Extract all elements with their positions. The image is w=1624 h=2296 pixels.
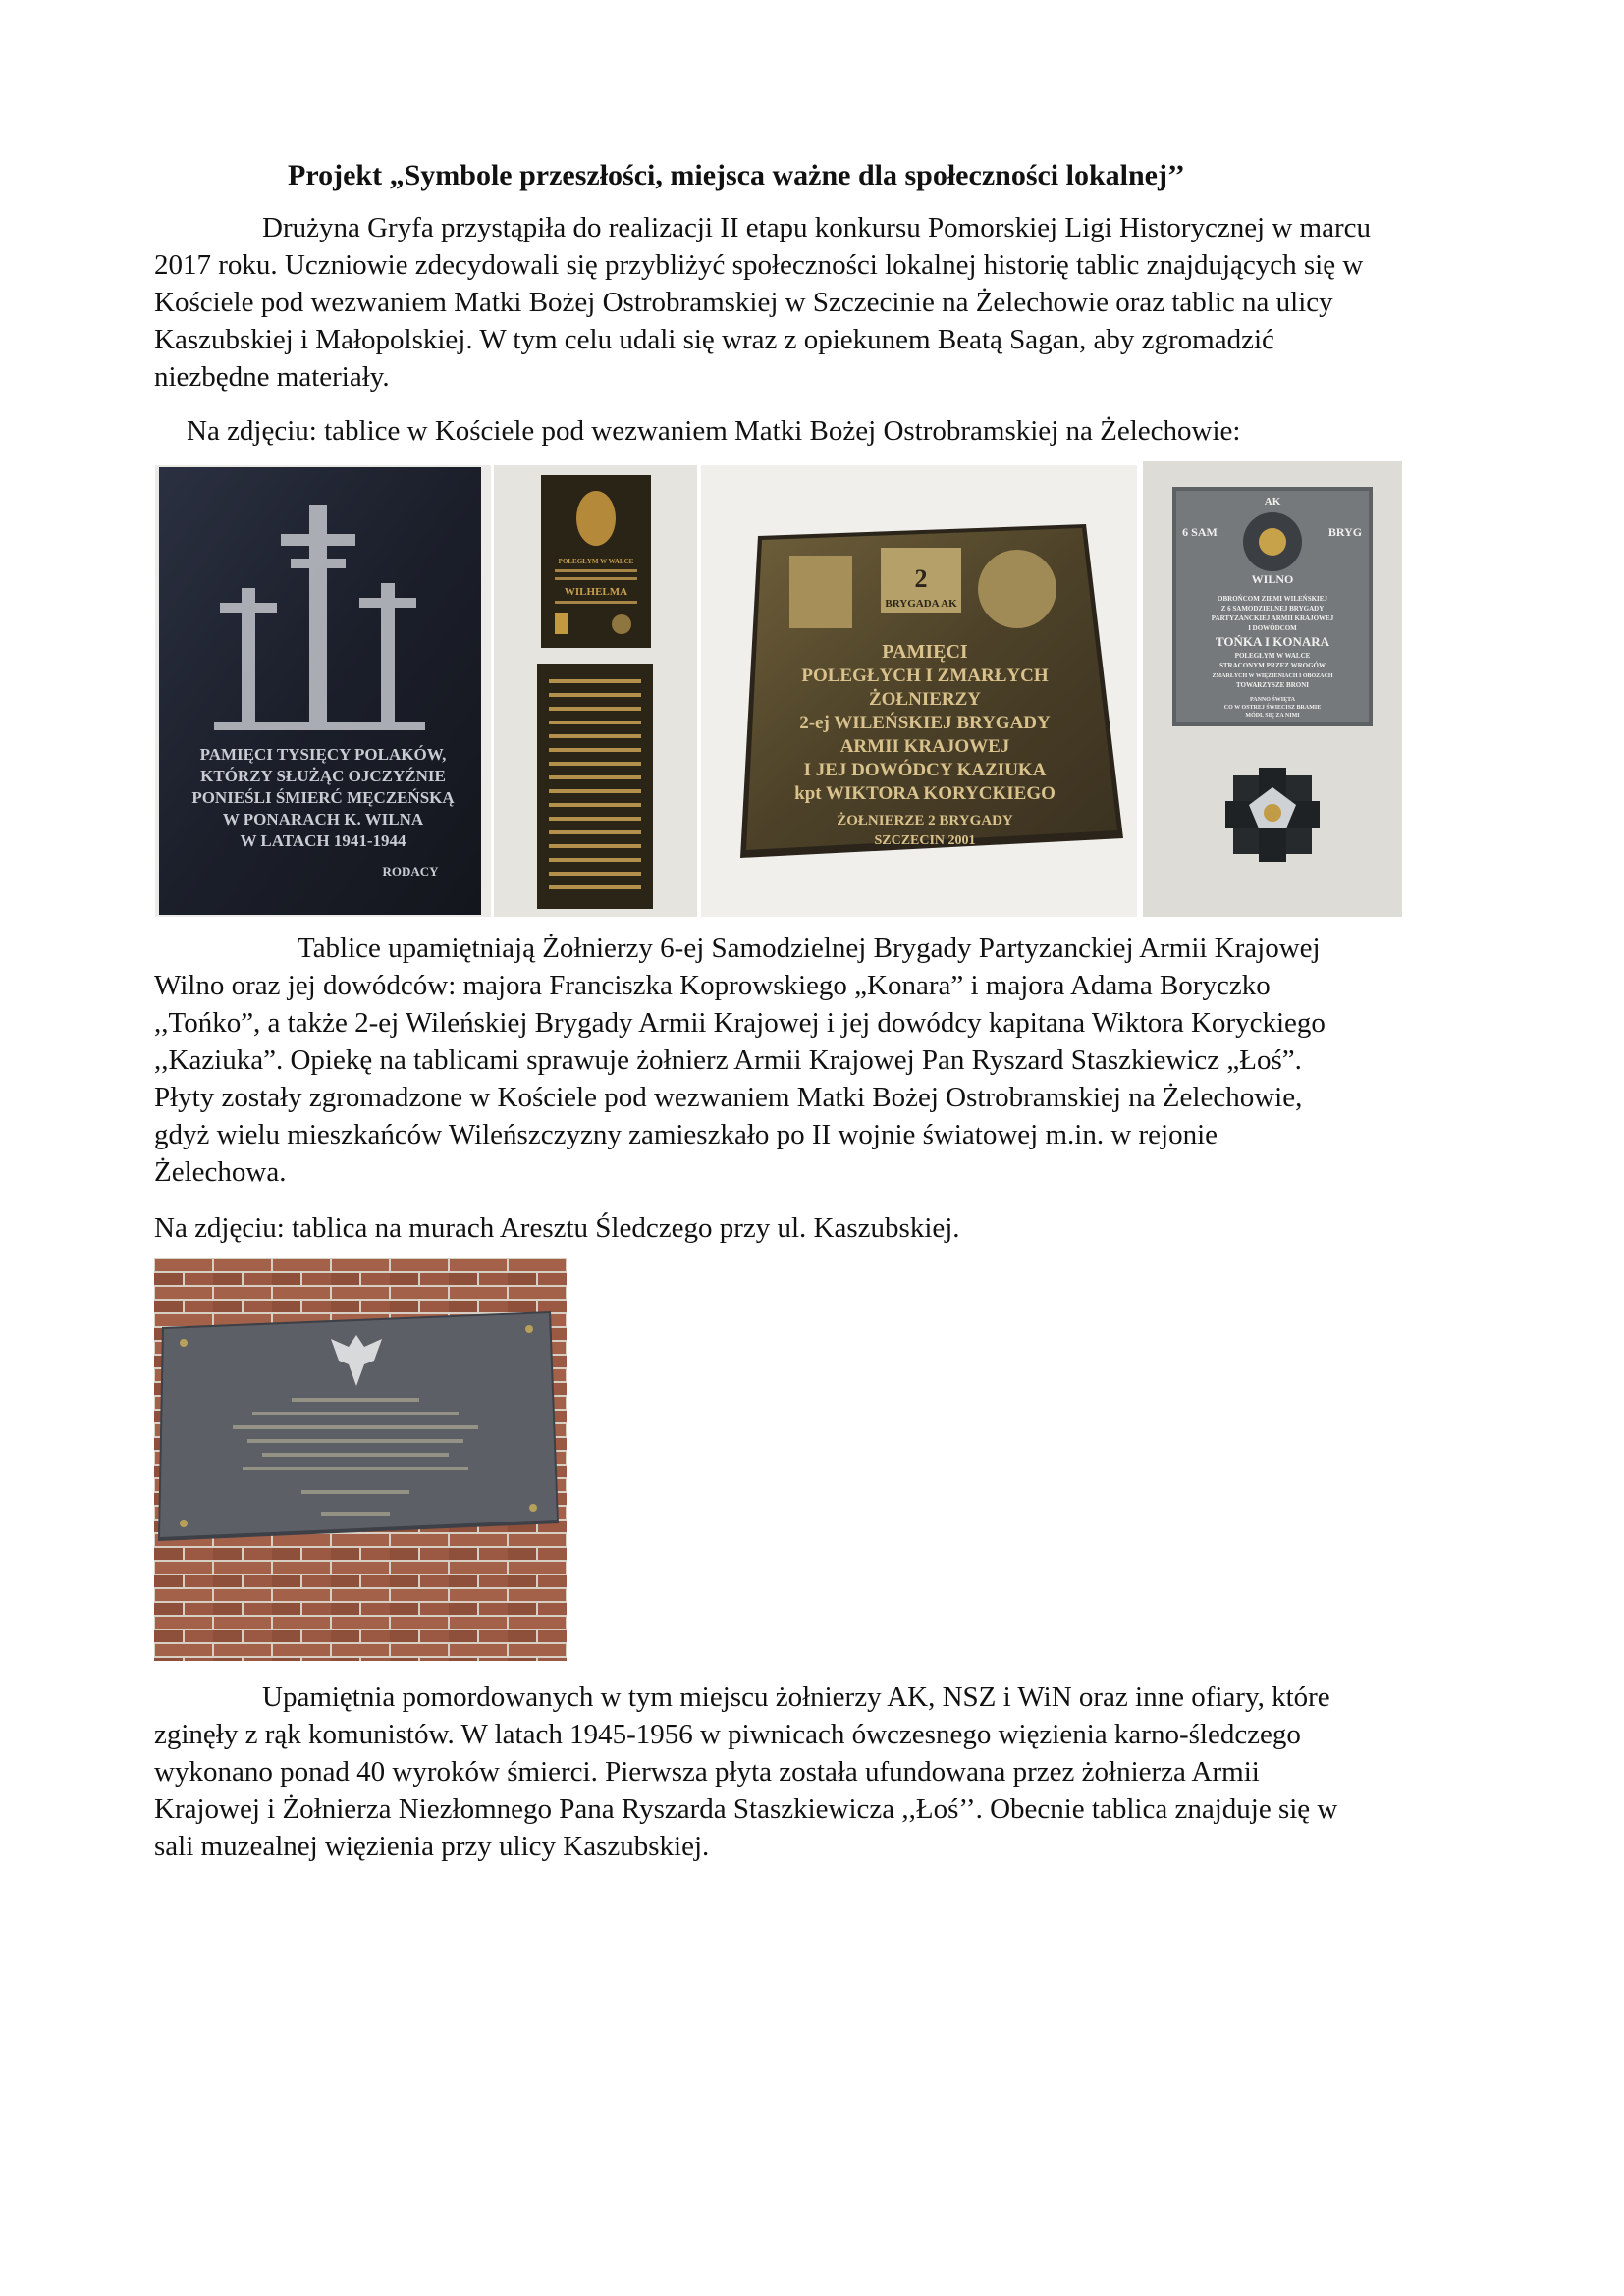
svg-text:BRYG: BRYG	[1327, 525, 1363, 539]
svg-text:I JEJ DOWÓDCY KAZIUKA: I JEJ DOWÓDCY KAZIUKA	[803, 760, 1047, 780]
text-line: Kaszubskiej i Małopolskiej. W tym celu udali się wraz z opiekunem Beatą Sagan, aby zgromadzić	[154, 324, 1274, 355]
svg-text:2: 2	[914, 564, 928, 593]
text-line: Krajowej i Żołnierza Niezłomnego Pana Ryszarda Staszkiewicza ,,Łoś’’. Obecnie tablica znajduje się w	[154, 1793, 1338, 1825]
svg-text:Z 6 SAMODZIELNEJ BRYGADY: Z 6 SAMODZIELNEJ BRYGADY	[1220, 605, 1325, 613]
svg-text:I DOWÓDCOM: I DOWÓDCOM	[1248, 624, 1297, 632]
svg-text:STRACONYM PRZEZ WROGÓW: STRACONYM PRZEZ WROGÓW	[1219, 662, 1326, 669]
svg-text:WILHELMA: WILHELMA	[564, 586, 628, 598]
text-line: gdyż wielu mieszkańców Wileńszczyzny zamieszkało po II wojnie światowej m.in. w rejonie	[154, 1119, 1218, 1150]
svg-text:POLEGŁYM W WALCE: POLEGŁYM W WALCE	[1234, 652, 1311, 660]
svg-text:POLEGŁYCH I ZMARŁYCH: POLEGŁYCH I ZMARŁYCH	[801, 666, 1049, 686]
svg-text:W LATACH 1941-1944: W LATACH 1941-1944	[240, 831, 406, 850]
photo-kaziuka-plaque	[701, 465, 1137, 917]
text-line: Żelechowa.	[154, 1156, 287, 1188]
photo-caption-church: Na zdjęciu: tablice w Kościele pod wezwaniem Matki Bożej Ostrobramskiej na Żelechowie:	[187, 415, 1241, 447]
svg-text:ARMII KRAJOWEJ: ARMII KRAJOWEJ	[839, 736, 1010, 757]
svg-text:2-ej WILEŃSKIEJ BRYGADY: 2-ej WILEŃSKIEJ BRYGADY	[799, 713, 1051, 733]
svg-text:BRYGADA AK: BRYGADA AK	[885, 598, 957, 610]
svg-text:WILNO: WILNO	[1251, 572, 1294, 586]
text-line: Tablice upamiętniają Żołnierzy 6-ej Samodzielnej Brygady Partyzanckiej Armii Krajowej	[298, 933, 1321, 964]
svg-text:SZCZECIN 2001: SZCZECIN 2001	[874, 833, 976, 848]
photo-kaszubska-plaque	[154, 1258, 567, 1661]
text-line: Upamiętnia pomordowanych w tym miejscu żołnierzy AK, NSZ i WiN oraz inne ofiary, które	[262, 1682, 1330, 1713]
svg-text:kpt WIKTORA KORYCKIEGO: kpt WIKTORA KORYCKIEGO	[794, 783, 1056, 804]
svg-text:RODACY: RODACY	[382, 864, 439, 879]
svg-text:MÓDL SIĘ ZA NIMI: MÓDL SIĘ ZA NIMI	[1245, 713, 1300, 719]
svg-text:W PONARACH K. WILNA: W PONARACH K. WILNA	[222, 810, 424, 828]
text-line: sali muzealnej więzienia przy ulicy Kaszubskiej.	[154, 1831, 710, 1862]
svg-text:6 SAM: 6 SAM	[1182, 525, 1218, 539]
svg-text:PAMIĘCI TYSIĘCY POLAKÓW,: PAMIĘCI TYSIĘCY POLAKÓW,	[199, 745, 447, 764]
photo-konara-plaque	[1143, 461, 1402, 917]
svg-text:TOŃKA I KONARA: TOŃKA I KONARA	[1215, 634, 1330, 649]
photo-wilhelma-plaques	[494, 465, 697, 917]
svg-text:PONIEŚLI ŚMIERĆ MĘCZEŃSKĄ: PONIEŚLI ŚMIERĆ MĘCZEŃSKĄ	[191, 788, 455, 807]
svg-text:PAMIĘCI: PAMIĘCI	[882, 641, 968, 663]
svg-text:CO W OSTREJ ŚWIECISZ BRAMIE: CO W OSTREJ ŚWIECISZ BRAMIE	[1223, 705, 1322, 711]
kaszubska-description-paragraph	[154, 1679, 1568, 1865]
photo-caption-kaszubska: Na zdjęciu: tablica na murach Aresztu Śledczego przy ul. Kaszubskiej.	[154, 1212, 960, 1244]
svg-text:ŻOŁNIERZE 2 BRYGADY: ŻOŁNIERZE 2 BRYGADY	[837, 813, 1013, 828]
text-line: ,,Kaziuka”. Opiekę na tablicami sprawuje żołnierz Armii Krajowej Pan Ryszard Staszkiewicz „Łoś”.	[154, 1044, 1302, 1076]
svg-text:ZMARŁYCH W WIĘZIENIACH I OBOZA: ZMARŁYCH W WIĘZIENIACH I OBOZACH	[1212, 673, 1333, 679]
photo-ponary-plaque	[155, 465, 491, 917]
svg-text:AK: AK	[1264, 496, 1281, 507]
page-title: Projekt „Symbole przeszłości, miejsca ważne dla społeczności lokalnej’’	[288, 159, 1185, 191]
svg-text:ŻOŁNIERZY: ŻOŁNIERZY	[868, 689, 982, 710]
svg-text:POLEGŁYM W WALCE: POLEGŁYM W WALCE	[558, 558, 634, 565]
svg-text:KTÓRZY SŁUŻĄC OJCZYŹNIE: KTÓRZY SŁUŻĄC OJCZYŹNIE	[200, 767, 446, 785]
svg-text:PARTYZANCKIEJ ARMII KRAJOWEJ: PARTYZANCKIEJ ARMII KRAJOWEJ	[1211, 614, 1334, 622]
svg-text:PANNO ŚWIĘTA: PANNO ŚWIĘTA	[1250, 697, 1295, 703]
text-line: ,,Tońko”, a także 2-ej Wileńskiej Brygady Armii Krajowej i jej dowódcy kapitana Wiktora Koryckiego	[154, 1007, 1326, 1039]
text-line: 2017 roku. Uczniowie zdecydowali się przybliżyć społeczności lokalnej historię tablic znajdujących się w	[154, 249, 1364, 281]
text-line: wykonano ponad 40 wyroków śmierci. Pierwsza płyta została ufundowana przez żołnierza Armii	[154, 1756, 1260, 1788]
text-line: Płyty zostały zgromadzone w Kościele pod wezwaniem Matki Bożej Ostrobramskiej na Żelechowie,	[154, 1082, 1303, 1113]
text-line: Drużyna Gryfa przystąpiła do realizacji II etapu konkursu Pomorskiej Ligi Historycznej w marcu	[262, 212, 1372, 243]
text-line: Kościele pod wezwaniem Matki Bożej Ostrobramskiej w Szczecinie na Żelechowie oraz tablic na ulicy	[154, 287, 1333, 318]
text-line: niezbędne materiały.	[154, 361, 390, 393]
text-line: Wilno oraz jej dowódców: majora Franciszka Koprowskiego „Konara” i majora Adama Boryczko	[154, 970, 1271, 1001]
svg-text:OBROŃCOM ZIEMI WILEŃSKIEJ: OBROŃCOM ZIEMI WILEŃSKIEJ	[1218, 595, 1327, 603]
svg-text:TOWARZYSZE BRONI: TOWARZYSZE BRONI	[1236, 681, 1309, 689]
intro-paragraph	[154, 209, 1568, 396]
text-line: zginęły z rąk komunistów. W latach 1945-1956 w piwnicach ówczesnego więzienia karno-śledczego	[154, 1719, 1301, 1750]
plaques-description-paragraph	[154, 930, 1568, 1191]
